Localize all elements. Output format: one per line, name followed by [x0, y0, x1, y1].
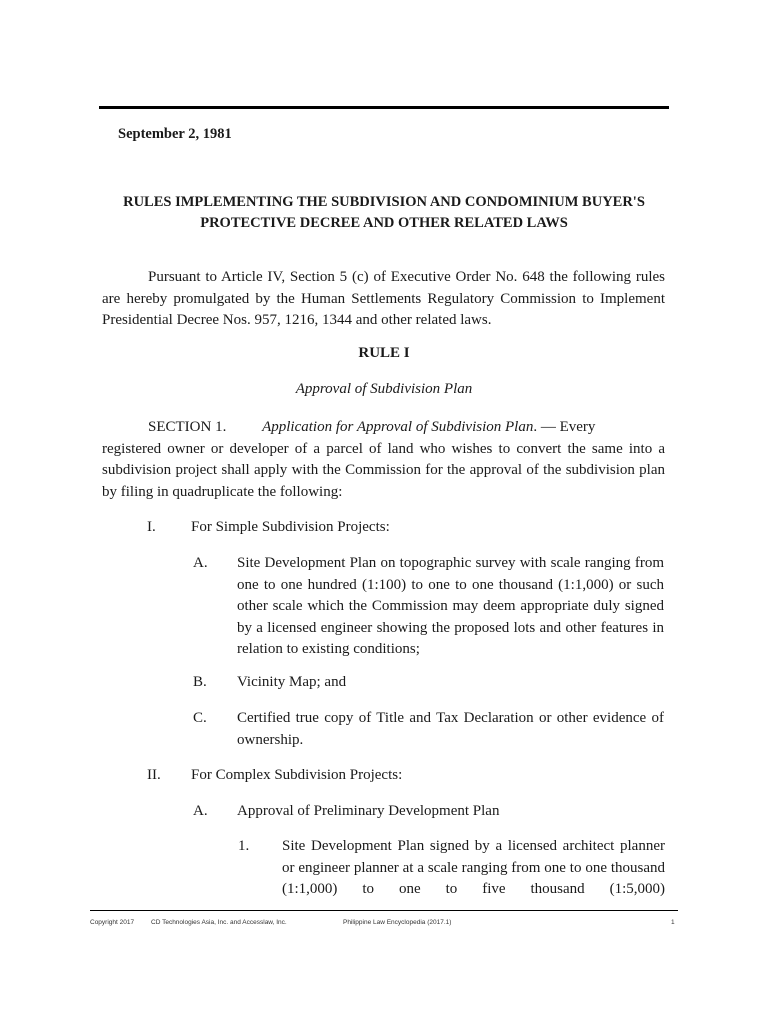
header-rule — [99, 106, 669, 109]
list-item-roman-2 — [147, 765, 402, 787]
list-marker: A. — [193, 555, 208, 571]
list-item-text: Certified true copy of Title and Tax Declaration or other evidence of ownership. — [237, 710, 664, 748]
footer-copyright: Copyright 2017 — [90, 919, 135, 926]
footer-rule — [90, 910, 678, 911]
preamble-paragraph: Pursuant to Article IV, Section 5 (c) of Executive Order No. 648 the following rules are hereby promulgated by the Human Settlements Regulatory Commission to Implement Presidential Decree Nos. 957, 1216, 1344 and other related laws. — [102, 269, 665, 328]
section-title: Application for Approval of Subdivision Plan — [262, 419, 534, 435]
list-marker: II. — [147, 767, 161, 783]
list-item-text: For Complex Subdivision Projects: — [191, 767, 403, 783]
list-item-text: Vicinity Map; and — [237, 674, 347, 690]
title-line-2: PROTECTIVE DECREE AND OTHER RELATED LAWS — [200, 215, 568, 231]
list-marker: B. — [193, 674, 207, 690]
list-item-text: For Simple Subdivision Projects: — [191, 519, 390, 535]
footer-company: CD Technologies Asia, Inc. and Accesslaw, Inc. — [151, 919, 287, 926]
section-1-paragraph — [102, 417, 665, 503]
section-1-body: registered owner or developer of a parcel of land who wishes to convert the same into a subdivision project shall apply with the Commission for the approval of the subdivision plan by filing in quadruplicate the following: — [102, 440, 665, 500]
section-1-first-line — [102, 417, 665, 439]
page-number: 1 — [671, 919, 675, 926]
list-item-text: Site Development Plan signed by a licensed architect planner or engineer planner at a scale ranging from one to one thousand (1:1,000) to one to five thousand (1:5,000) — [282, 838, 665, 897]
list-item-roman-1 — [147, 517, 390, 539]
section-label: SECTION 1. — [148, 419, 227, 435]
rule-subtitle: Approval of Subdivision Plan — [295, 381, 473, 397]
list-marker: 1. — [238, 838, 250, 854]
document-title — [99, 192, 669, 234]
list-marker: A. — [193, 803, 208, 819]
list-marker: I. — [147, 519, 156, 535]
section-title-suffix: . — Every — [533, 419, 596, 435]
footer-publication: Philippine Law Encyclopedia (2017.1) — [343, 919, 452, 926]
document-date: September 2, 1981 — [118, 126, 232, 142]
rule-heading: RULE I — [358, 345, 410, 361]
list-item-text: Approval of Preliminary Development Plan — [237, 803, 500, 819]
list-marker: C. — [193, 710, 207, 726]
list-item-text: Site Development Plan on topographic survey with scale ranging from one to one hundred (1:100) to one to one thousand (1:1,000) or such other scale which the Commission may deem appropriate duly signed by a licensed engineer showing the proposed lots and other features in relation to existing conditions; — [237, 555, 664, 657]
title-line-1: RULES IMPLEMENTING THE SUBDIVISION AND CONDOMINIUM BUYER'S — [123, 194, 645, 210]
